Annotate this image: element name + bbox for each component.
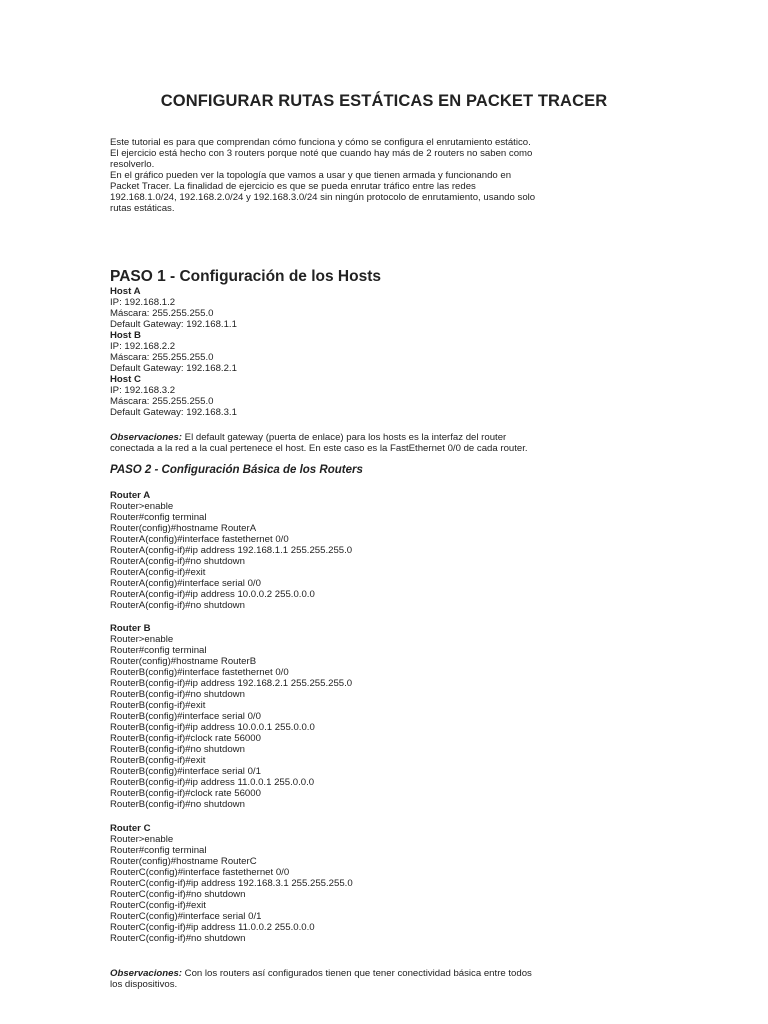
command-line: RouterB(config)#interface serial 0/1 (110, 766, 261, 777)
command-line: RouterA(config-if)#exit (110, 567, 206, 578)
host-line: IP: 192.168.1.2 (110, 297, 176, 308)
command-line: Router(config)#hostname RouterB (110, 656, 257, 667)
hosts-config (110, 286, 550, 418)
host-line: Default Gateway: 192.168.1.1 (110, 319, 237, 330)
host-line: Default Gateway: 192.168.3.1 (110, 407, 237, 418)
command-line: RouterB(config)#interface serial 0/0 (110, 711, 261, 722)
paso1-heading: PASO 1 - Configuración de los Hosts (110, 268, 381, 285)
command-line: RouterC(config-if)#no shutdown (110, 933, 246, 944)
command-line: Router>enable (110, 501, 174, 512)
command-line: Router#config terminal (110, 845, 207, 856)
router-b-title: Router B (110, 623, 151, 634)
command-line: RouterB(config-if)#exit (110, 755, 206, 766)
command-line: Router#config terminal (110, 645, 207, 656)
command-line: RouterB(config-if)#no shutdown (110, 744, 245, 755)
observaciones-hosts (110, 432, 550, 454)
host-line: Máscara: 255.255.255.0 (110, 308, 214, 319)
router-c-title: Router C (110, 823, 151, 834)
command-line: RouterA(config-if)#no shutdown (110, 556, 245, 567)
command-line: Router(config)#hostname RouterA (110, 523, 257, 534)
command-line: RouterA(config-if)#ip address 192.168.1.1 255.255.255.0 (110, 545, 353, 556)
command-line: RouterB(config-if)#no shutdown (110, 799, 245, 810)
router-a-title: Router A (110, 490, 151, 501)
host-line: Máscara: 255.255.255.0 (110, 396, 214, 407)
paso2-heading: PASO 2 - Configuración Básica de los Routers (110, 464, 363, 476)
command-line: RouterB(config-if)#clock rate 56000 (110, 788, 261, 799)
observaciones-text: conectada a la red a la cual pertenece el host. En este caso es la FastEthernet 0/0 de cada router. (110, 443, 528, 454)
command-line: RouterC(config)#interface serial 0/1 (110, 911, 262, 922)
observaciones-label: Observaciones: (110, 968, 182, 979)
command-line: RouterB(config-if)#ip address 11.0.0.1 255.0.0.0 (110, 777, 315, 788)
host-line: IP: 192.168.2.2 (110, 341, 176, 352)
command-line: RouterB(config-if)#clock rate 56000 (110, 733, 261, 744)
command-line: RouterA(config)#interface serial 0/0 (110, 578, 261, 589)
intro-line: 192.168.1.0/24, 192.168.2.0/24 y 192.168.3.0/24 sin ningún protocolo de enrutamiento, usando solo (110, 192, 536, 203)
observaciones-text: los dispositivos. (110, 979, 178, 990)
intro-line: Packet Tracer. La finalidad de ejercicio es que se pueda enrutar tráfico entre las redes (110, 181, 476, 192)
host-line: Default Gateway: 192.168.2.1 (110, 363, 237, 374)
intro-line: El ejercicio está hecho con 3 routers porque noté que cuando hay más de 2 routers no saben como (110, 148, 533, 159)
intro-line: En el gráfico pueden ver la topología que vamos a usar y que tienen armada y funcionando en (110, 170, 512, 181)
host-line: IP: 192.168.3.2 (110, 385, 176, 396)
command-line: RouterA(config-if)#ip address 10.0.0.2 255.0.0.0 (110, 589, 315, 600)
host-line: Máscara: 255.255.255.0 (110, 352, 214, 363)
command-line: Router>enable (110, 834, 174, 845)
host-b-title: Host B (110, 330, 141, 341)
command-line: RouterA(config)#interface fastethernet 0/0 (110, 534, 289, 545)
intro-line: Este tutorial es para que comprendan cómo funciona y cómo se configura el enrutamiento estático. (110, 137, 531, 148)
command-line: RouterC(config)#interface fastethernet 0/0 (110, 867, 290, 878)
page-title: CONFIGURAR RUTAS ESTÁTICAS EN PACKET TRACER (160, 92, 608, 110)
command-line: Router>enable (110, 634, 174, 645)
router-a-config (110, 490, 550, 611)
intro-paragraph (110, 137, 550, 214)
command-line: RouterA(config-if)#no shutdown (110, 600, 245, 611)
command-line: Router#config terminal (110, 512, 207, 523)
observaciones-label: Observaciones: (110, 432, 182, 443)
command-line: RouterB(config-if)#ip address 10.0.0.1 255.0.0.0 (110, 722, 315, 733)
command-line: RouterC(config-if)#ip address 11.0.0.2 255.0.0.0 (110, 922, 315, 933)
host-a-title: Host A (110, 286, 141, 297)
command-line: RouterB(config-if)#ip address 192.168.2.1 255.255.255.0 (110, 678, 353, 689)
command-line: RouterC(config-if)#ip address 192.168.3.1 255.255.255.0 (110, 878, 353, 889)
command-line: RouterB(config-if)#exit (110, 700, 206, 711)
observaciones-routers (110, 968, 550, 990)
intro-line: rutas estáticas. (110, 203, 175, 214)
host-c-title: Host C (110, 374, 141, 385)
command-line: Router(config)#hostname RouterC (110, 856, 257, 867)
router-c-config (110, 823, 550, 944)
router-b-config (110, 623, 550, 810)
command-line: RouterB(config-if)#no shutdown (110, 689, 245, 700)
command-line: RouterB(config)#interface fastethernet 0/0 (110, 667, 289, 678)
command-line: RouterC(config-if)#exit (110, 900, 206, 911)
intro-line: resolverlo. (110, 159, 155, 170)
observaciones-text: Con los routers así configurados tienen que tener conectividad básica entre todos (182, 968, 532, 979)
command-line: RouterC(config-if)#no shutdown (110, 889, 246, 900)
observaciones-text: El default gateway (puerta de enlace) para los hosts es la interfaz del router (182, 432, 507, 443)
